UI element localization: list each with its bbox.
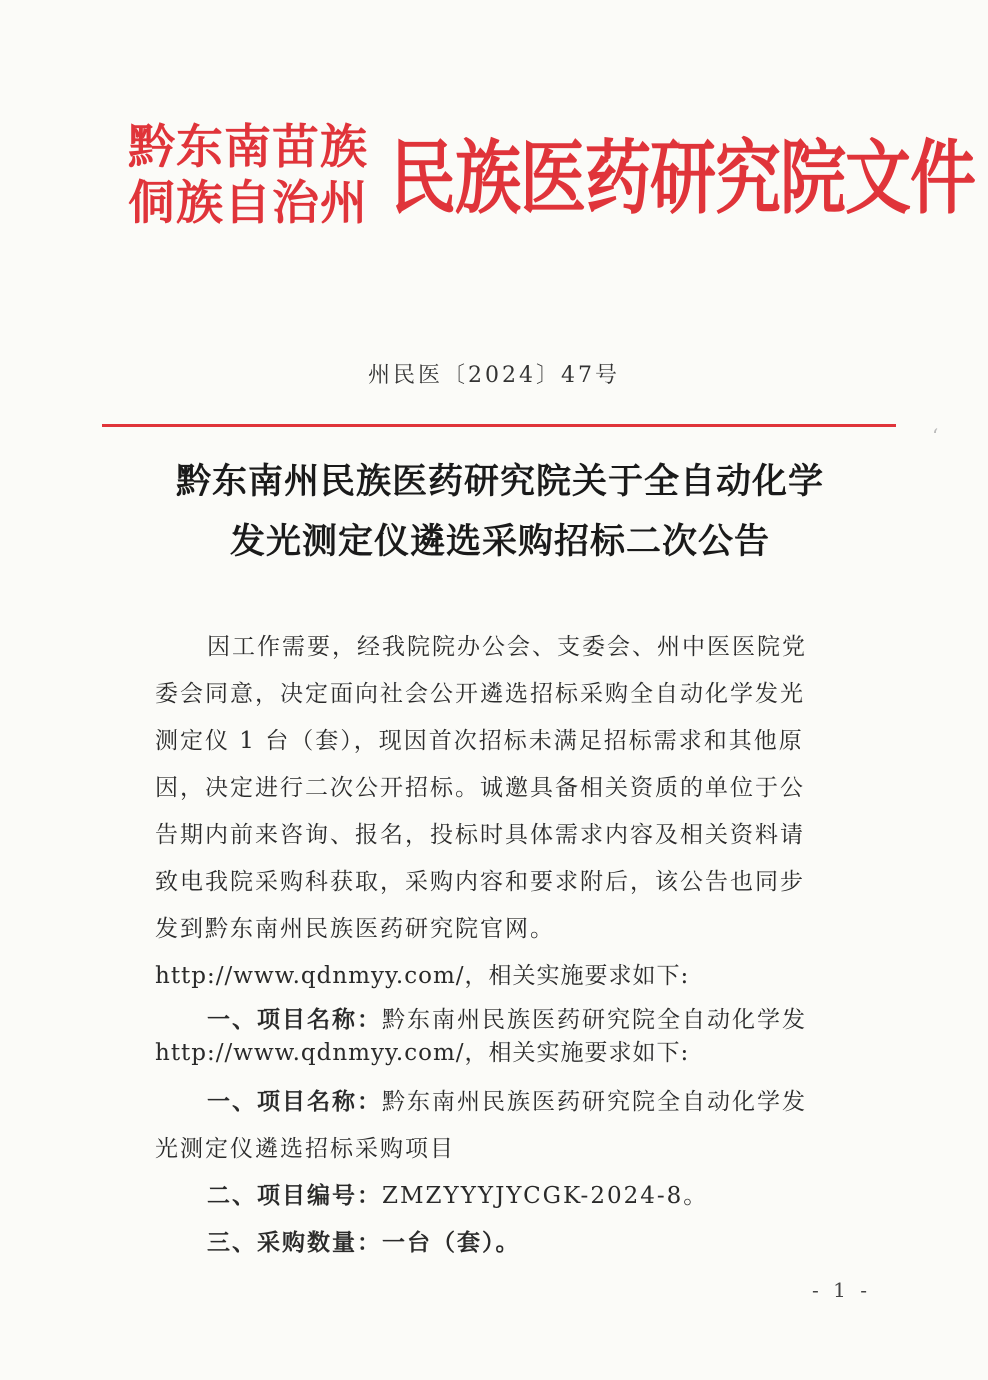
item-value: ZMZYYYJYCGK-2024-8。: [382, 1183, 709, 1209]
title-line-1: 黔东南州民族医药研究院关于全自动化学: [175, 461, 824, 502]
paragraph-line: 致电我院采购科获取，采购内容和要求附后，该公告也同步: [155, 869, 805, 895]
page-number: - 1 -: [812, 1278, 871, 1302]
red-divider: [102, 424, 896, 427]
item-project-number: [155, 1173, 845, 1220]
paragraph-line: 告期内前来咨询、报名，投标时具体需求内容及相关资料请: [155, 822, 805, 848]
masthead-left-block: [128, 120, 383, 232]
paragraph-line: 因工作需要，经我院院办公会、支委会、州中医医院党: [207, 634, 807, 660]
item-project-name-continued: 光测定仪遴选招标采购项目: [155, 1136, 455, 1162]
document-number: 州民医〔2024〕47号: [368, 363, 620, 388]
url-line: http://www.qdnmyy.com/，相关实施要求如下:: [155, 963, 690, 989]
masthead-left-line-1: 黔东南苗族: [128, 120, 368, 175]
item-label: 一、项目名称：: [207, 1007, 382, 1032]
masthead-right-title: 民族医药研究院文件: [390, 130, 975, 226]
paragraph-line: 因，决定进行二次公开招标。诚邀具备相关资质的单位于公: [155, 775, 805, 801]
red-masthead: [128, 112, 975, 252]
paragraph-line: 委会同意，决定面向社会公开遴选招标采购全自动化学发光: [155, 681, 805, 707]
item-project-name-repeat: [155, 1079, 845, 1126]
paragraph-line: 测定仪 1 台（套），现因首次招标未满足招标需求和其他原: [155, 728, 804, 754]
item-project-name: [155, 1000, 845, 1032]
item-purchase-quantity: [155, 1220, 845, 1267]
item-label: 三、采购数量：: [207, 1230, 382, 1256]
item-label: 一、项目名称：: [207, 1089, 382, 1115]
title-line-2: 发光测定仪遴选采购招标二次公告: [229, 521, 770, 562]
scan-mark: ‘: [932, 424, 939, 448]
item-value: 黔东南州民族医药研究院全自动化学发: [382, 1007, 807, 1032]
item-value: 一台（套）。: [382, 1230, 521, 1256]
notice-title: [100, 452, 900, 572]
paragraph-line: 发到黔东南州民族医药研究院官网。: [155, 916, 555, 942]
item-label: 二、项目编号：: [207, 1183, 382, 1209]
notice-body: [155, 624, 845, 1267]
masthead-left-line-2: 侗族自治州: [128, 176, 368, 231]
item-value: 黔东南州民族医药研究院全自动化学发: [382, 1089, 807, 1115]
url-line-duplicate: http://www.qdnmyy.com/，相关实施要求如下:: [155, 1040, 690, 1066]
